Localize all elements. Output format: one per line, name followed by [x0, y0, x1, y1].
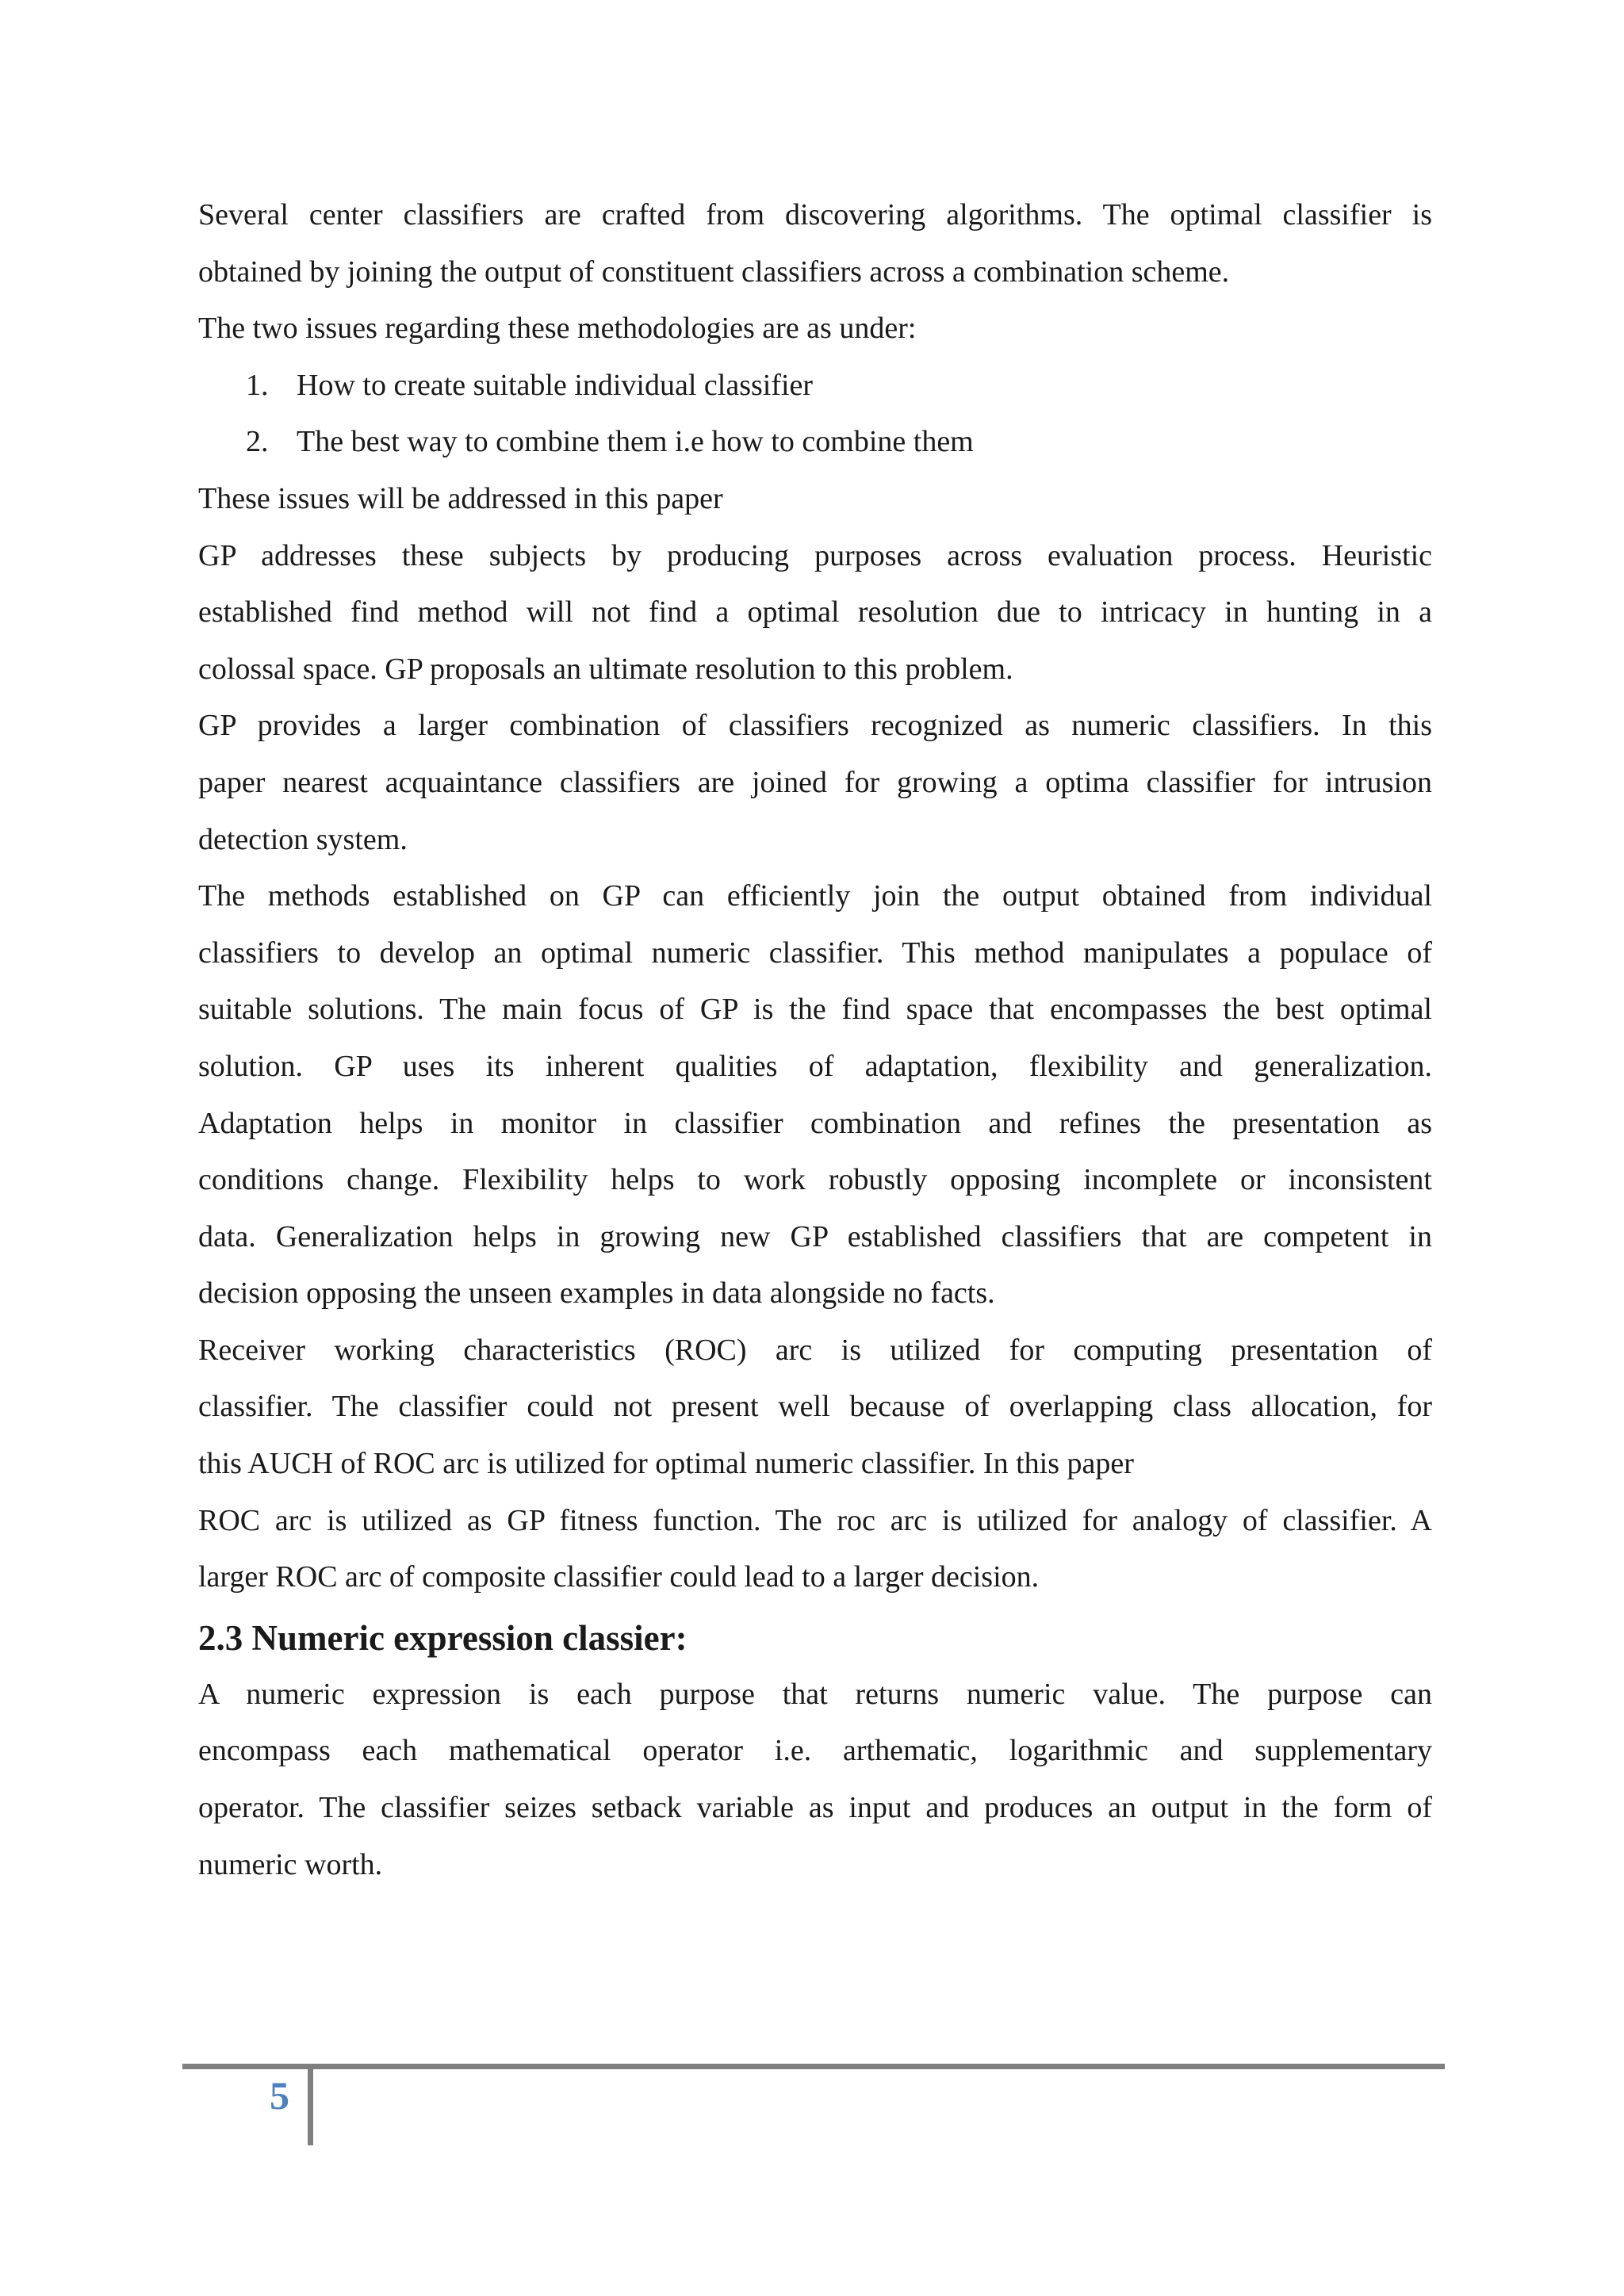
list-item-text: How to create suitable individual classifier	[297, 368, 814, 402]
section-heading: 2.3 Numeric expression classier:	[198, 1617, 688, 1658]
numbered-list	[198, 358, 1432, 471]
footer-divider	[308, 2066, 313, 2145]
text-line: ROC arc is utilized as GP fitness function. The roc arc is utilized for analogy of classifier. A	[198, 1503, 1432, 1537]
list-item	[198, 358, 1432, 415]
paragraph	[198, 471, 1432, 528]
paragraph	[198, 1322, 1432, 1606]
text-line: The methods established on GP can efficiently join the output obtained from individual	[198, 879, 1432, 913]
footer-rule	[182, 2064, 1445, 2069]
text-line: conditions change. Flexibility helps to work robustly opposing incomplete or inconsistent	[198, 1163, 1432, 1197]
paragraph	[198, 528, 1432, 698]
text-line: obtained by joining the output of constituent classifiers across a combination scheme.	[198, 254, 1230, 289]
text-line: paper nearest acquaintance classifiers are joined for growing a optima classifier for intrusion	[198, 765, 1432, 799]
paragraph	[198, 1667, 1432, 1893]
text-line: classifier. The classifier could not present well because of overlapping class allocation, for	[198, 1390, 1432, 1424]
text-line: Several center classifiers are crafted from discovering algorithms. The optimal classifier is	[198, 198, 1432, 232]
page-body	[198, 187, 1432, 1893]
text-line: solution. GP uses its inherent qualities of adaptation, flexibility and generalization.	[198, 1049, 1432, 1083]
text-line: established find method will not find a optimal resolution due to intricacy in hunting in a	[198, 595, 1432, 629]
text-line: suitable solutions. The main focus of GP is the find space that encompasses the best optimal	[198, 993, 1432, 1027]
text-line: The two issues regarding these methodologies are as under:	[198, 312, 917, 346]
paragraph	[198, 187, 1432, 358]
text-line: Receiver working characteristics (ROC) arc is utilized for computing presentation of	[198, 1333, 1432, 1367]
text-line: numeric worth.	[198, 1847, 383, 1881]
page-number: 5	[270, 2073, 289, 2118]
paragraph	[198, 868, 1432, 1322]
text-line: encompass each mathematical operator i.e. arthematic, logarithmic and supplementary	[198, 1734, 1432, 1768]
text-line: These issues will be addressed in this paper	[198, 481, 723, 515]
text-line: colossal space. GP proposals an ultimate resolution to this problem.	[198, 652, 1013, 686]
paragraph	[198, 698, 1432, 868]
text-line: GP provides a larger combination of classifiers recognized as numeric classifiers. In this	[198, 709, 1432, 743]
list-item-text: The best way to combine them i.e how to combine them	[297, 425, 974, 459]
text-line: this AUCH of ROC arc is utilized for optimal numeric classifier. In this paper	[198, 1447, 1134, 1481]
text-line: Adaptation helps in monitor in classifier combination and refines the presentation as	[198, 1106, 1432, 1140]
list-item	[198, 414, 1432, 471]
list-number: 1.	[246, 368, 269, 402]
text-line: detection system.	[198, 822, 408, 856]
text-line: A numeric expression is each purpose that returns numeric value. The purpose can	[198, 1677, 1432, 1711]
text-line: classifiers to develop an optimal numeric classifier. This method manipulates a populace of	[198, 936, 1432, 970]
list-number: 2.	[246, 425, 269, 459]
text-line: decision opposing the unseen examples in data alongside no facts.	[198, 1276, 995, 1311]
text-line: operator. The classifier seizes setback variable as input and produces an output in the form of	[198, 1791, 1432, 1825]
text-line: larger ROC arc of composite classifier could lead to a larger decision.	[198, 1560, 1040, 1594]
text-line: GP addresses these subjects by producing purposes across evaluation process. Heuristic	[198, 538, 1432, 572]
text-line: data. Generalization helps in growing new GP established classifiers that are competent in	[198, 1219, 1432, 1253]
